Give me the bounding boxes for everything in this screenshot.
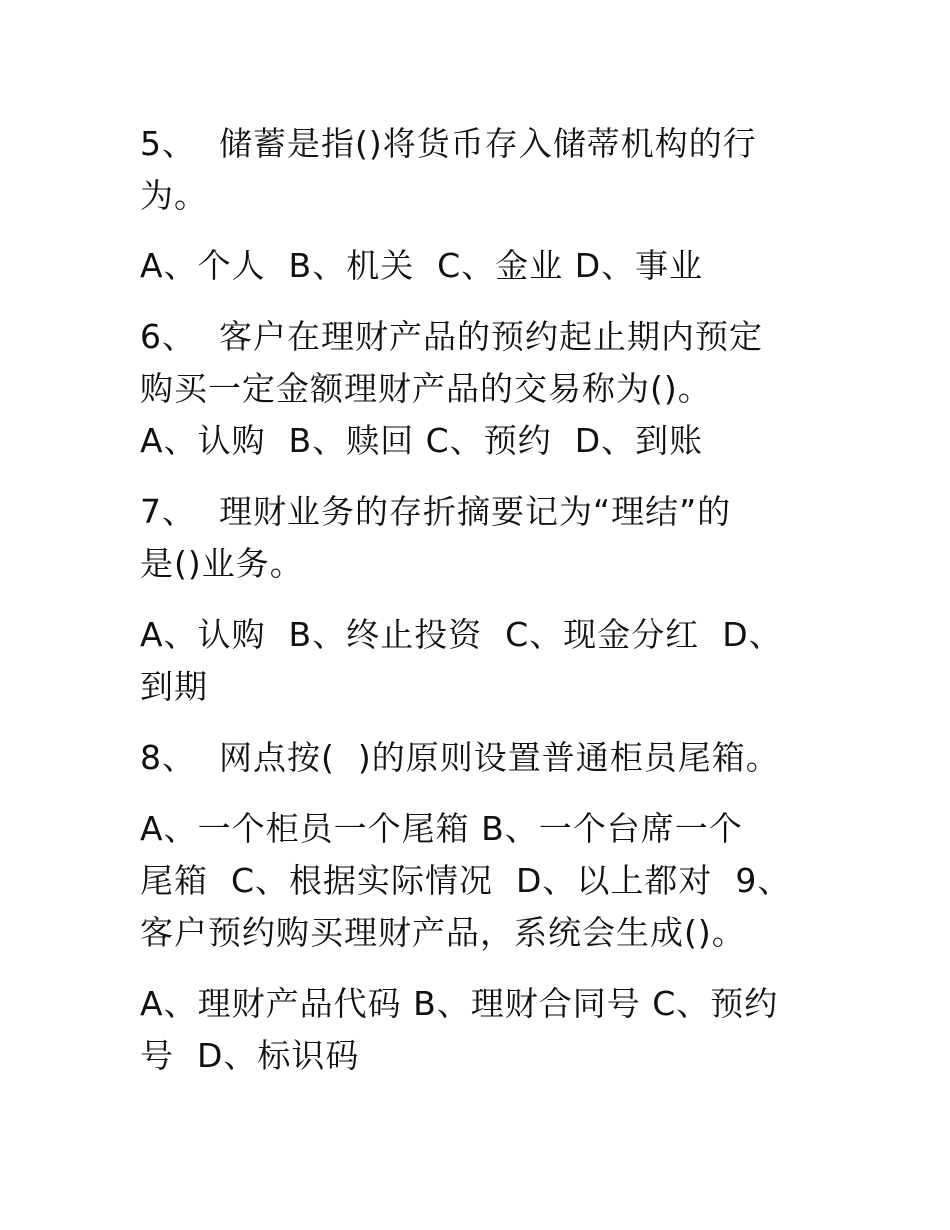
question-9-options-line-1: A、理财产品代码 B、理财合同号 C、预约 [140, 984, 779, 1023]
question-8-options-line-2: 尾箱 C、根据实际情况 D、以上都对 9、 [140, 861, 792, 900]
question-7-options-line-2: 到期 [140, 667, 208, 706]
question-7-line-1: 7、 理财业务的存折摘要记为“理结”的 [140, 492, 732, 531]
question-8-line-1: 8、 网点按( )的原则设置普通柜员尾箱。 [140, 738, 780, 777]
question-8-options-line-1: A、一个柜员一个尾箱 B、一个台席一个 [140, 809, 743, 848]
question-9-line-1: 客户预约购买理财产品，系统会生成()。 [140, 913, 746, 952]
question-7-options-line-1: A、认购 B、终止投资 C、现金分红 D、 [140, 615, 783, 654]
question-9-options-line-2: 号 D、标识码 [140, 1036, 360, 1075]
question-6-line-1: 6、 客户在理财产品的预约起止期内预定 [140, 317, 763, 356]
question-6-options: A、认购 B、赎回 C、预约 D、到账 [140, 421, 704, 460]
question-5-line-1: 5、 储蓄是指()将货币存入储蒂机构的行 [140, 124, 757, 163]
question-5-line-2: 为。 [140, 176, 208, 215]
question-6-line-2: 购买一定金额理财产品的交易称为()。 [140, 369, 712, 408]
question-5-options: A、个人 B、机关 C、金业 D、事业 [140, 246, 704, 285]
question-7-line-2: 是()业务。 [140, 544, 304, 583]
